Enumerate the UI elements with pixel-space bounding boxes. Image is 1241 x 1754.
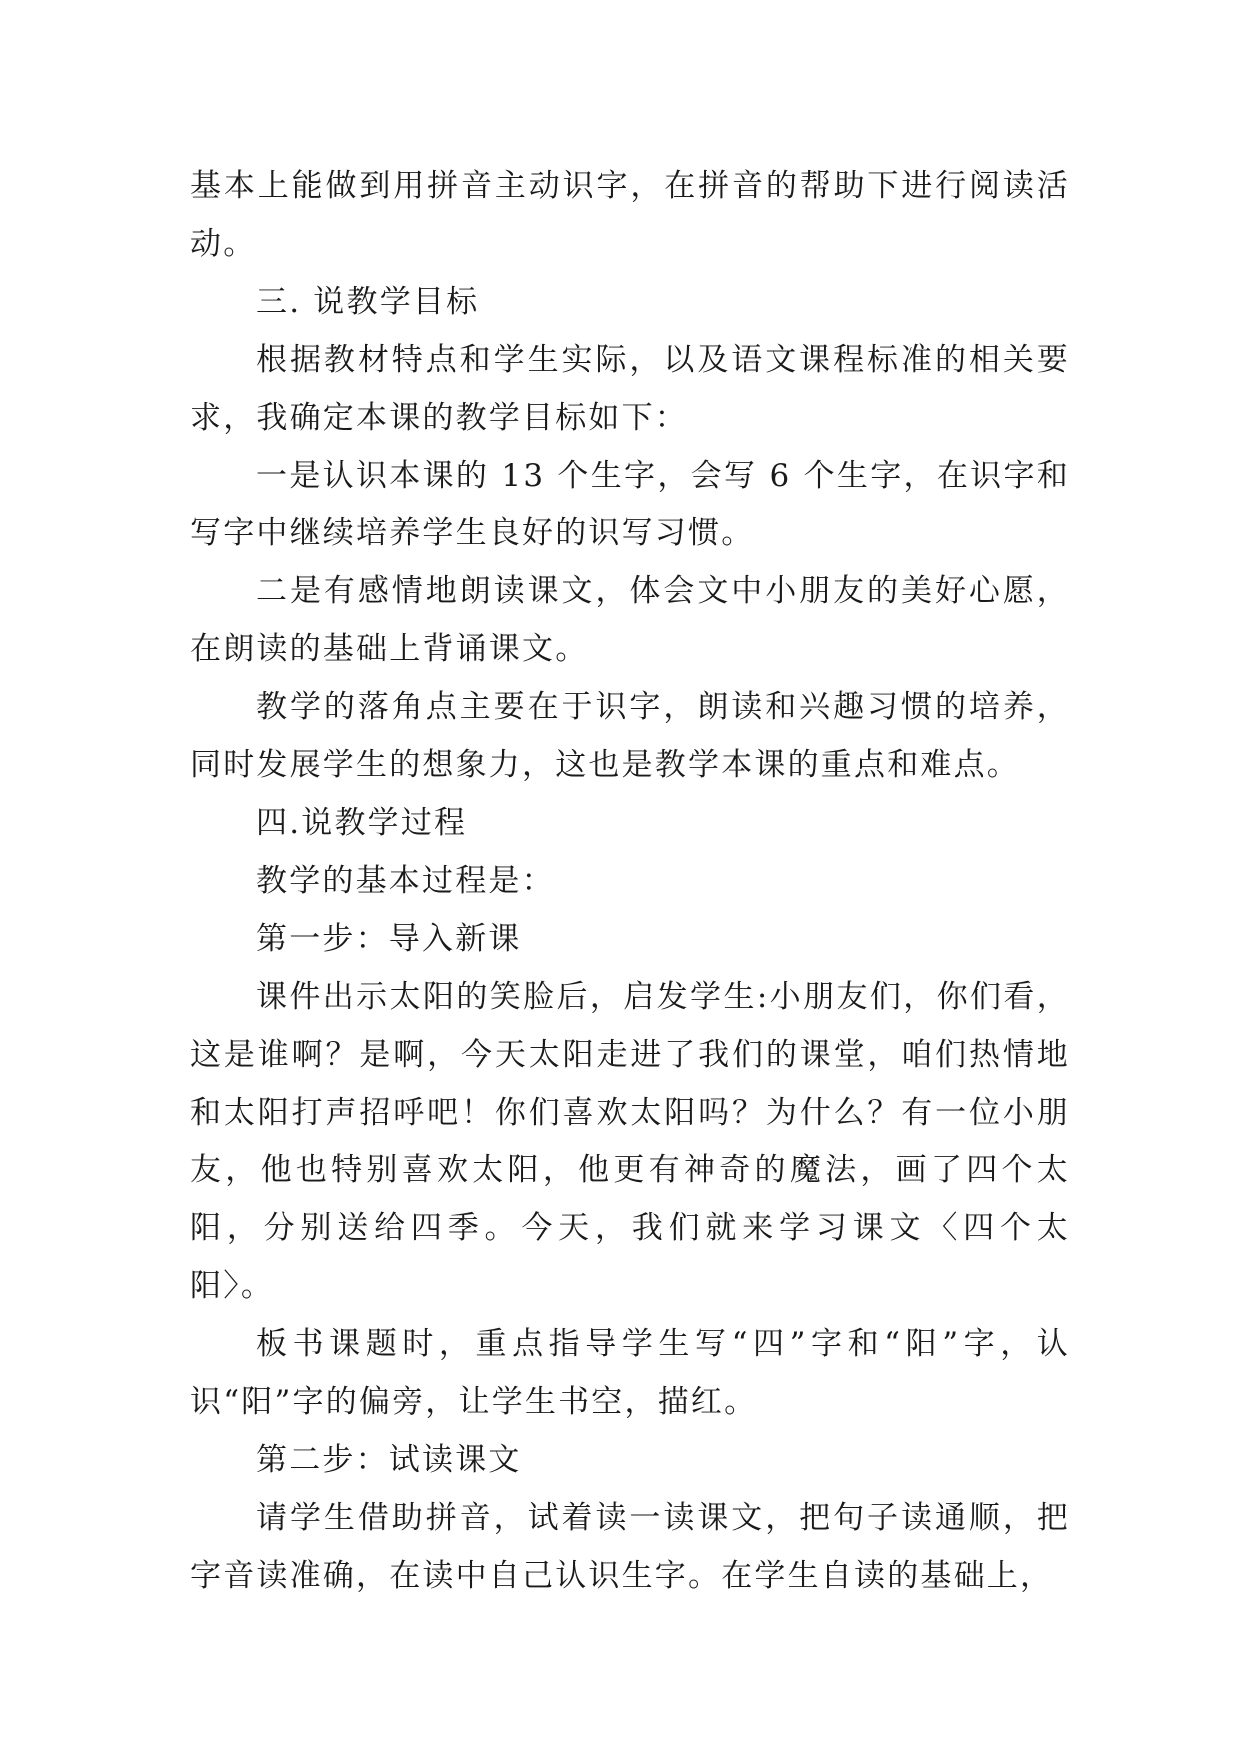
step-heading-1: 第一步：导入新课 [256, 920, 522, 957]
paragraph: 二是有感情地朗读课文，体会文中小朋友的美好心愿，在朗读的基础上背诵课文。 [190, 573, 1070, 668]
paragraph: 教学的落角点主要在于识字，朗读和兴趣习惯的培养，同时发展学生的想象力，这也是教学本课的重点和难点。 [190, 689, 1070, 784]
paragraph: 请学生借助拼音，试着读一读课文，把句子读通顺，把字音读准确，在读中自己认识生字。在学生自读的基础上， [190, 1499, 1070, 1594]
body-text [190, 158, 1070, 1606]
section-heading-teaching-goals: 三. 说教学目标 [256, 283, 480, 320]
paragraph: 教学的基本过程是： [256, 862, 555, 899]
step-heading-2: 第二步：试读课文 [256, 1441, 522, 1478]
paragraph: 课件出示太阳的笑脸后，启发学生:小朋友们，你们看，这是谁啊？是啊，今天太阳走进了我们的课堂，咱们热情地和太阳打声招呼吧！你们喜欢太阳吗？为什么？有一位小朋友，他也特别喜欢太阳，他更有神奇的魔法，画了四个太阳，分别送给四季。今天，我们就来学习课文〈四个太阳〉。 [190, 978, 1070, 1305]
section-heading-teaching-process: 四.说教学过程 [256, 804, 468, 841]
paragraph: 一是认识本课的 13 个生字，会写 6 个生字，在识字和写字中继续培养学生良好的识写习惯。 [190, 457, 1070, 552]
paragraph: 根据教材特点和学生实际，以及语文课程标准的相关要求，我确定本课的教学目标如下： [190, 341, 1070, 436]
paragraph-continuation: 基本上能做到用拼音主动识字，在拼音的帮助下进行阅读活动。 [190, 168, 1070, 262]
paragraph: 板书课题时，重点指导学生写“四”字和“阳”字，认识“阳”字的偏旁，让学生书空，描红。 [190, 1326, 1070, 1421]
